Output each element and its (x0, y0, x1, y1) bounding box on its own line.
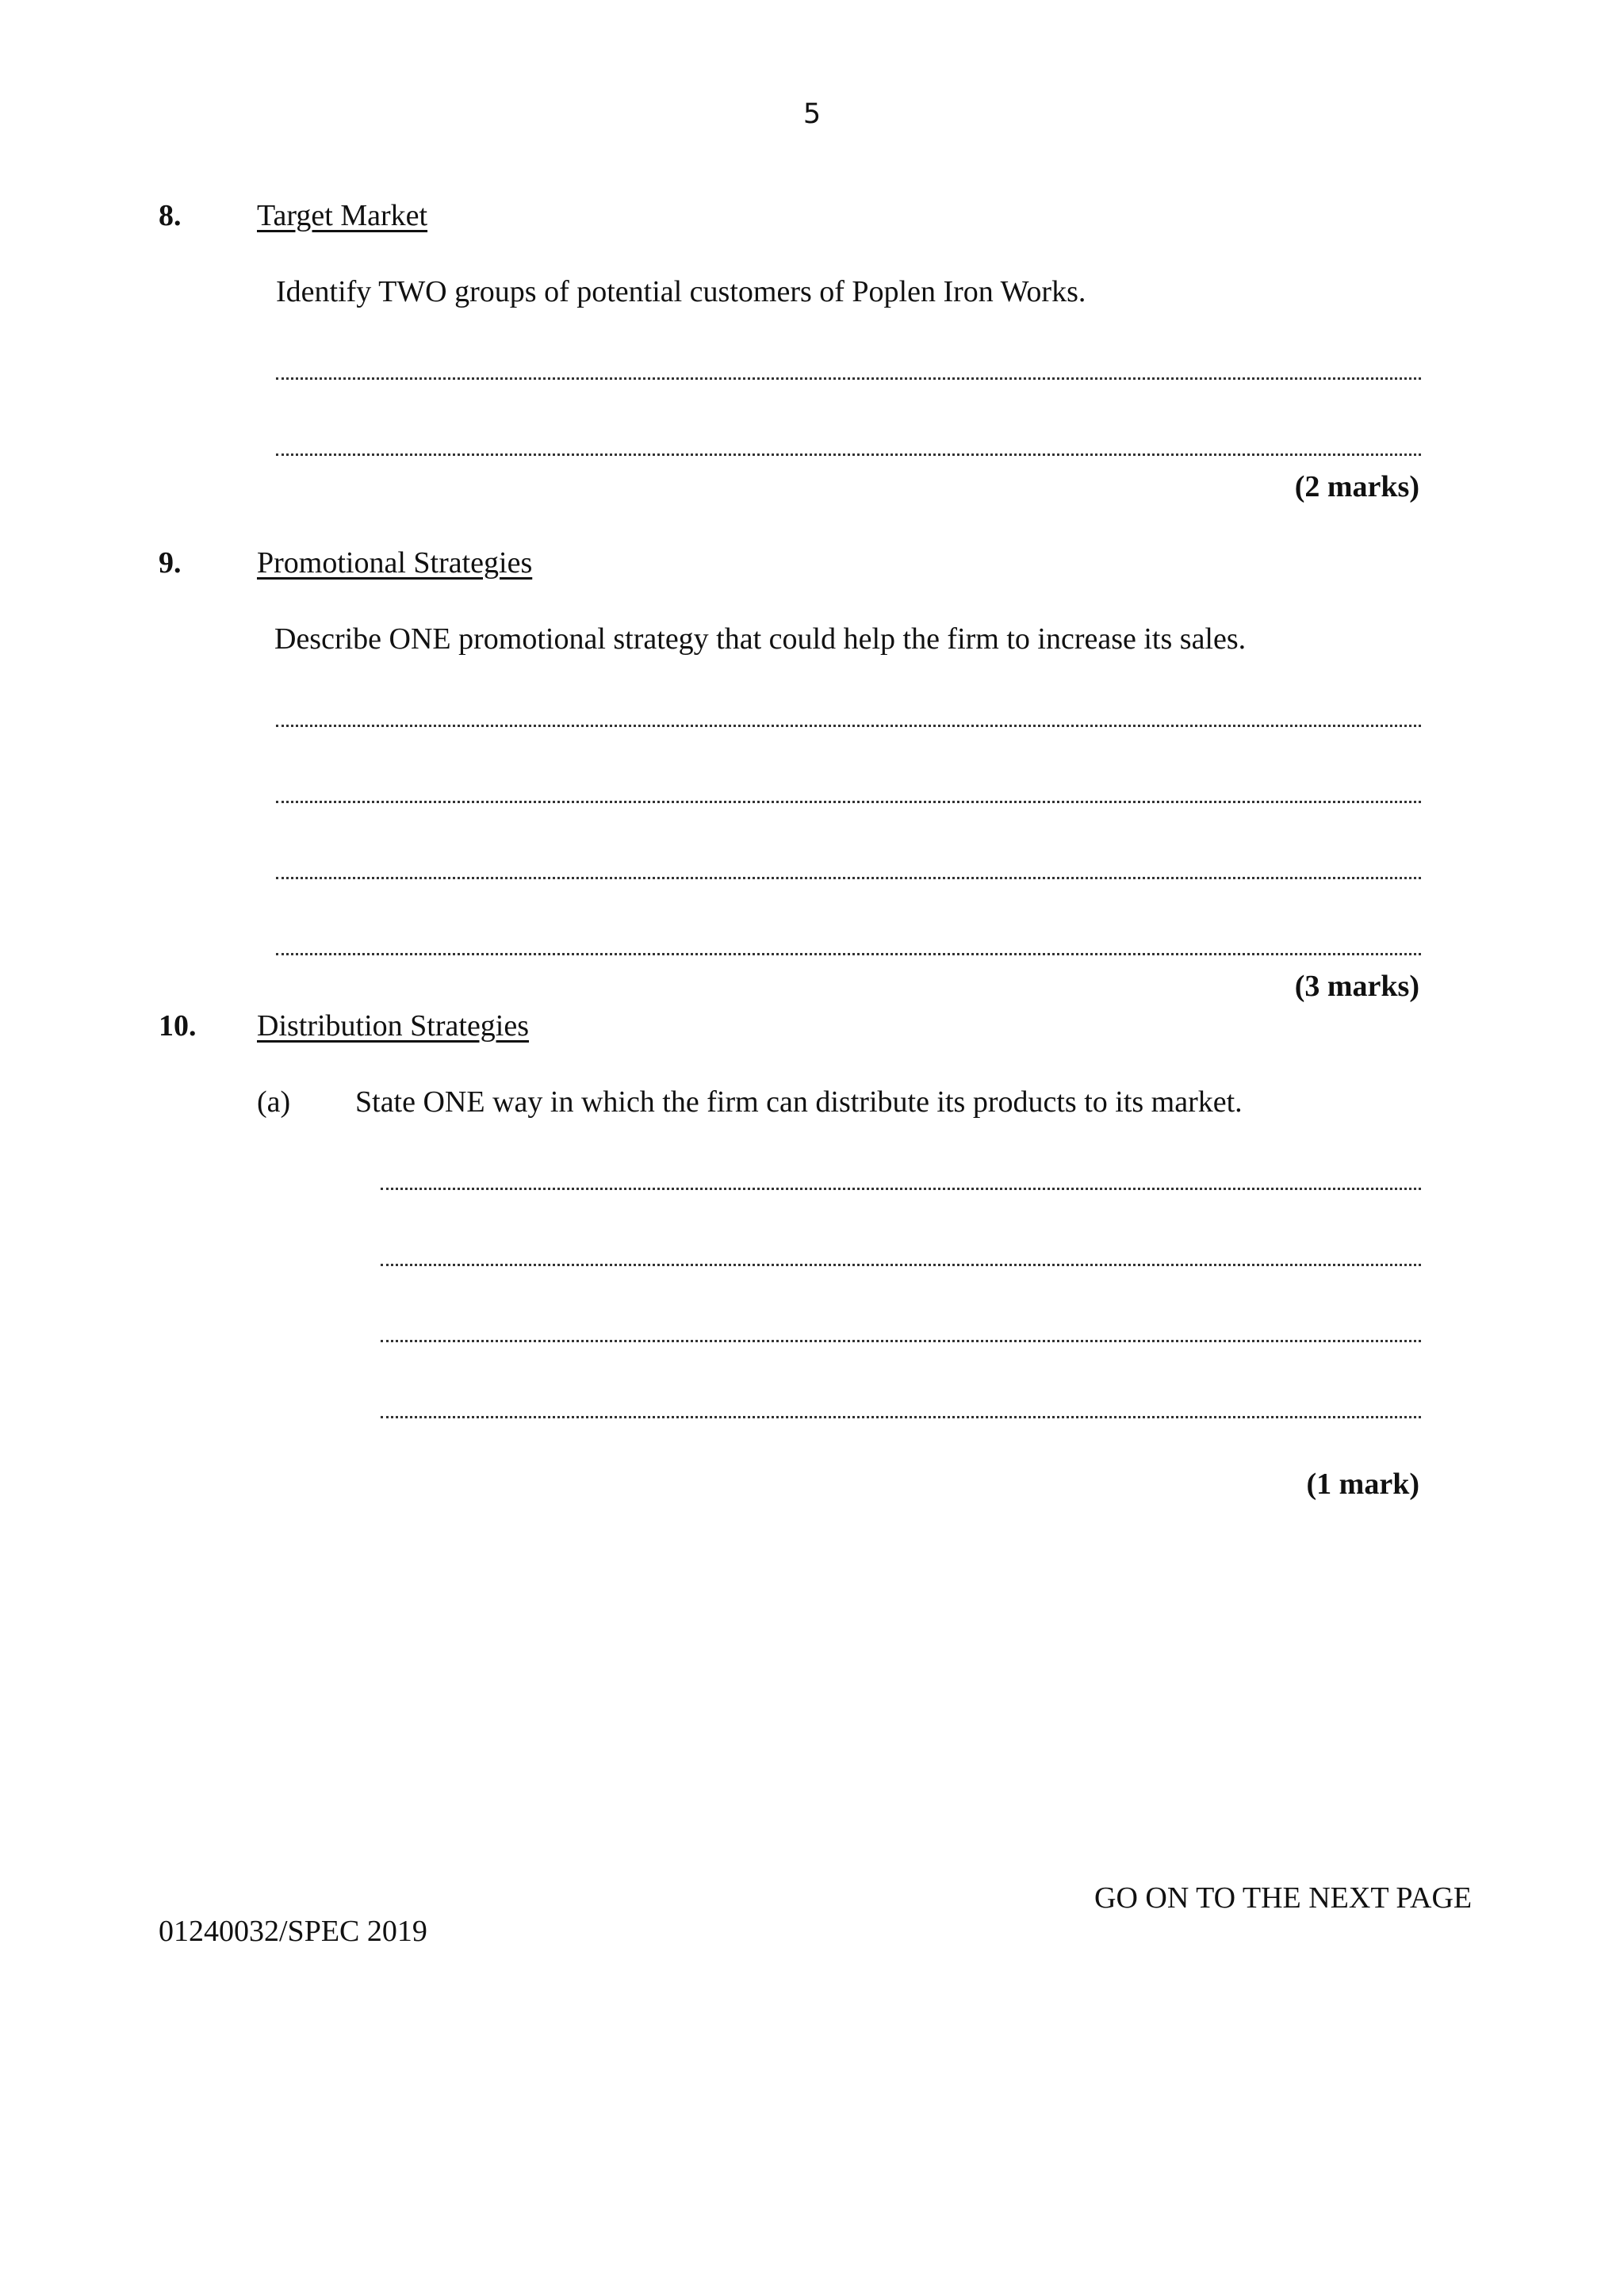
next-page-notice: GO ON TO THE NEXT PAGE (1094, 1881, 1473, 1915)
question-8-number: 8. (159, 199, 182, 232)
question-10a-label: (a) (257, 1085, 291, 1119)
answer-line[interactable] (276, 453, 1421, 456)
answer-line[interactable] (381, 1416, 1421, 1418)
question-9-prompt: Describe ONE promotional strategy that could help the firm to increase its sales. (274, 622, 1247, 656)
question-9-marks: (3 marks) (1294, 970, 1419, 1003)
answer-line[interactable] (276, 953, 1421, 955)
answer-line[interactable] (381, 1188, 1421, 1190)
page-number: 5 (802, 98, 822, 130)
question-8-prompt: Identify TWO groups of potential customers of Poplen Iron Works. (276, 275, 1086, 308)
answer-line[interactable] (381, 1340, 1421, 1342)
answer-line[interactable] (381, 1264, 1421, 1266)
answer-line[interactable] (276, 801, 1421, 803)
question-10-number: 10. (159, 1009, 197, 1043)
question-9-heading: Promotional Strategies (257, 546, 533, 580)
answer-line[interactable] (276, 725, 1421, 727)
answer-line[interactable] (276, 377, 1421, 380)
question-9-number: 9. (159, 546, 182, 580)
question-10-heading: Distribution Strategies (257, 1009, 530, 1043)
question-10a-marks: (1 mark) (1306, 1468, 1419, 1501)
paper-code: 01240032/SPEC 2019 (159, 1915, 427, 1948)
question-8-marks: (2 marks) (1294, 470, 1419, 503)
question-10a-prompt: State ONE way in which the firm can distribute its products to its market. (355, 1085, 1243, 1119)
question-8-heading: Target Market (257, 199, 428, 232)
answer-line[interactable] (276, 877, 1421, 879)
